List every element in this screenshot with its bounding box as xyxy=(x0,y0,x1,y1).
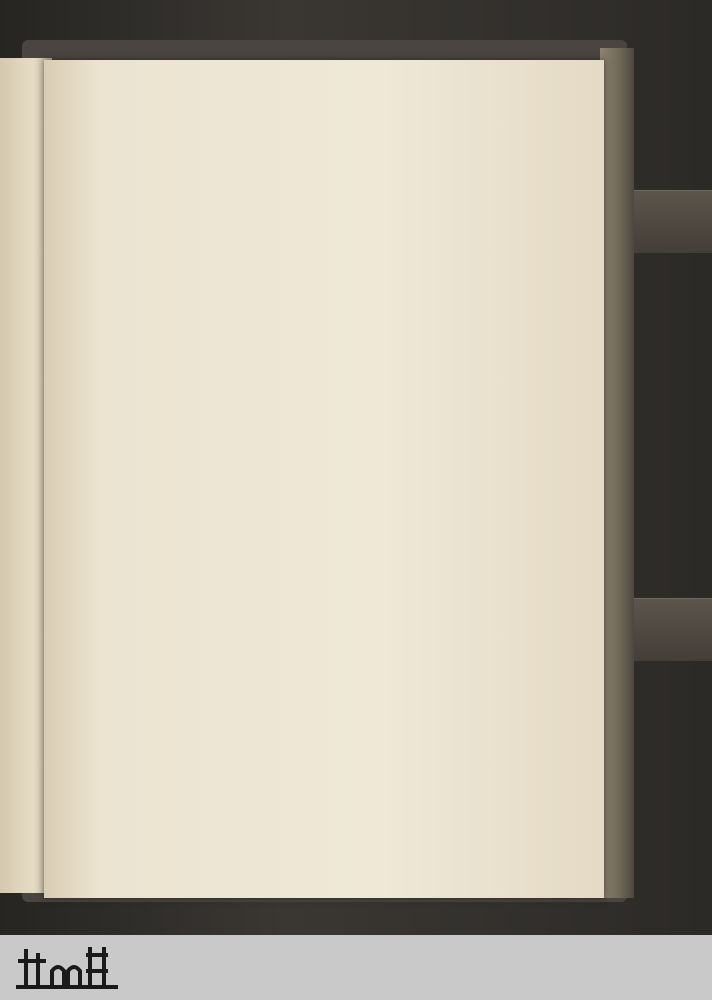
clasp-strap-upper xyxy=(634,190,712,253)
page-fore-edge xyxy=(600,48,634,898)
right-page xyxy=(44,60,604,898)
footer-banner xyxy=(0,935,712,1000)
stadtbibliothek-logo-icon xyxy=(12,941,122,993)
clasp-strap-lower xyxy=(634,598,712,661)
